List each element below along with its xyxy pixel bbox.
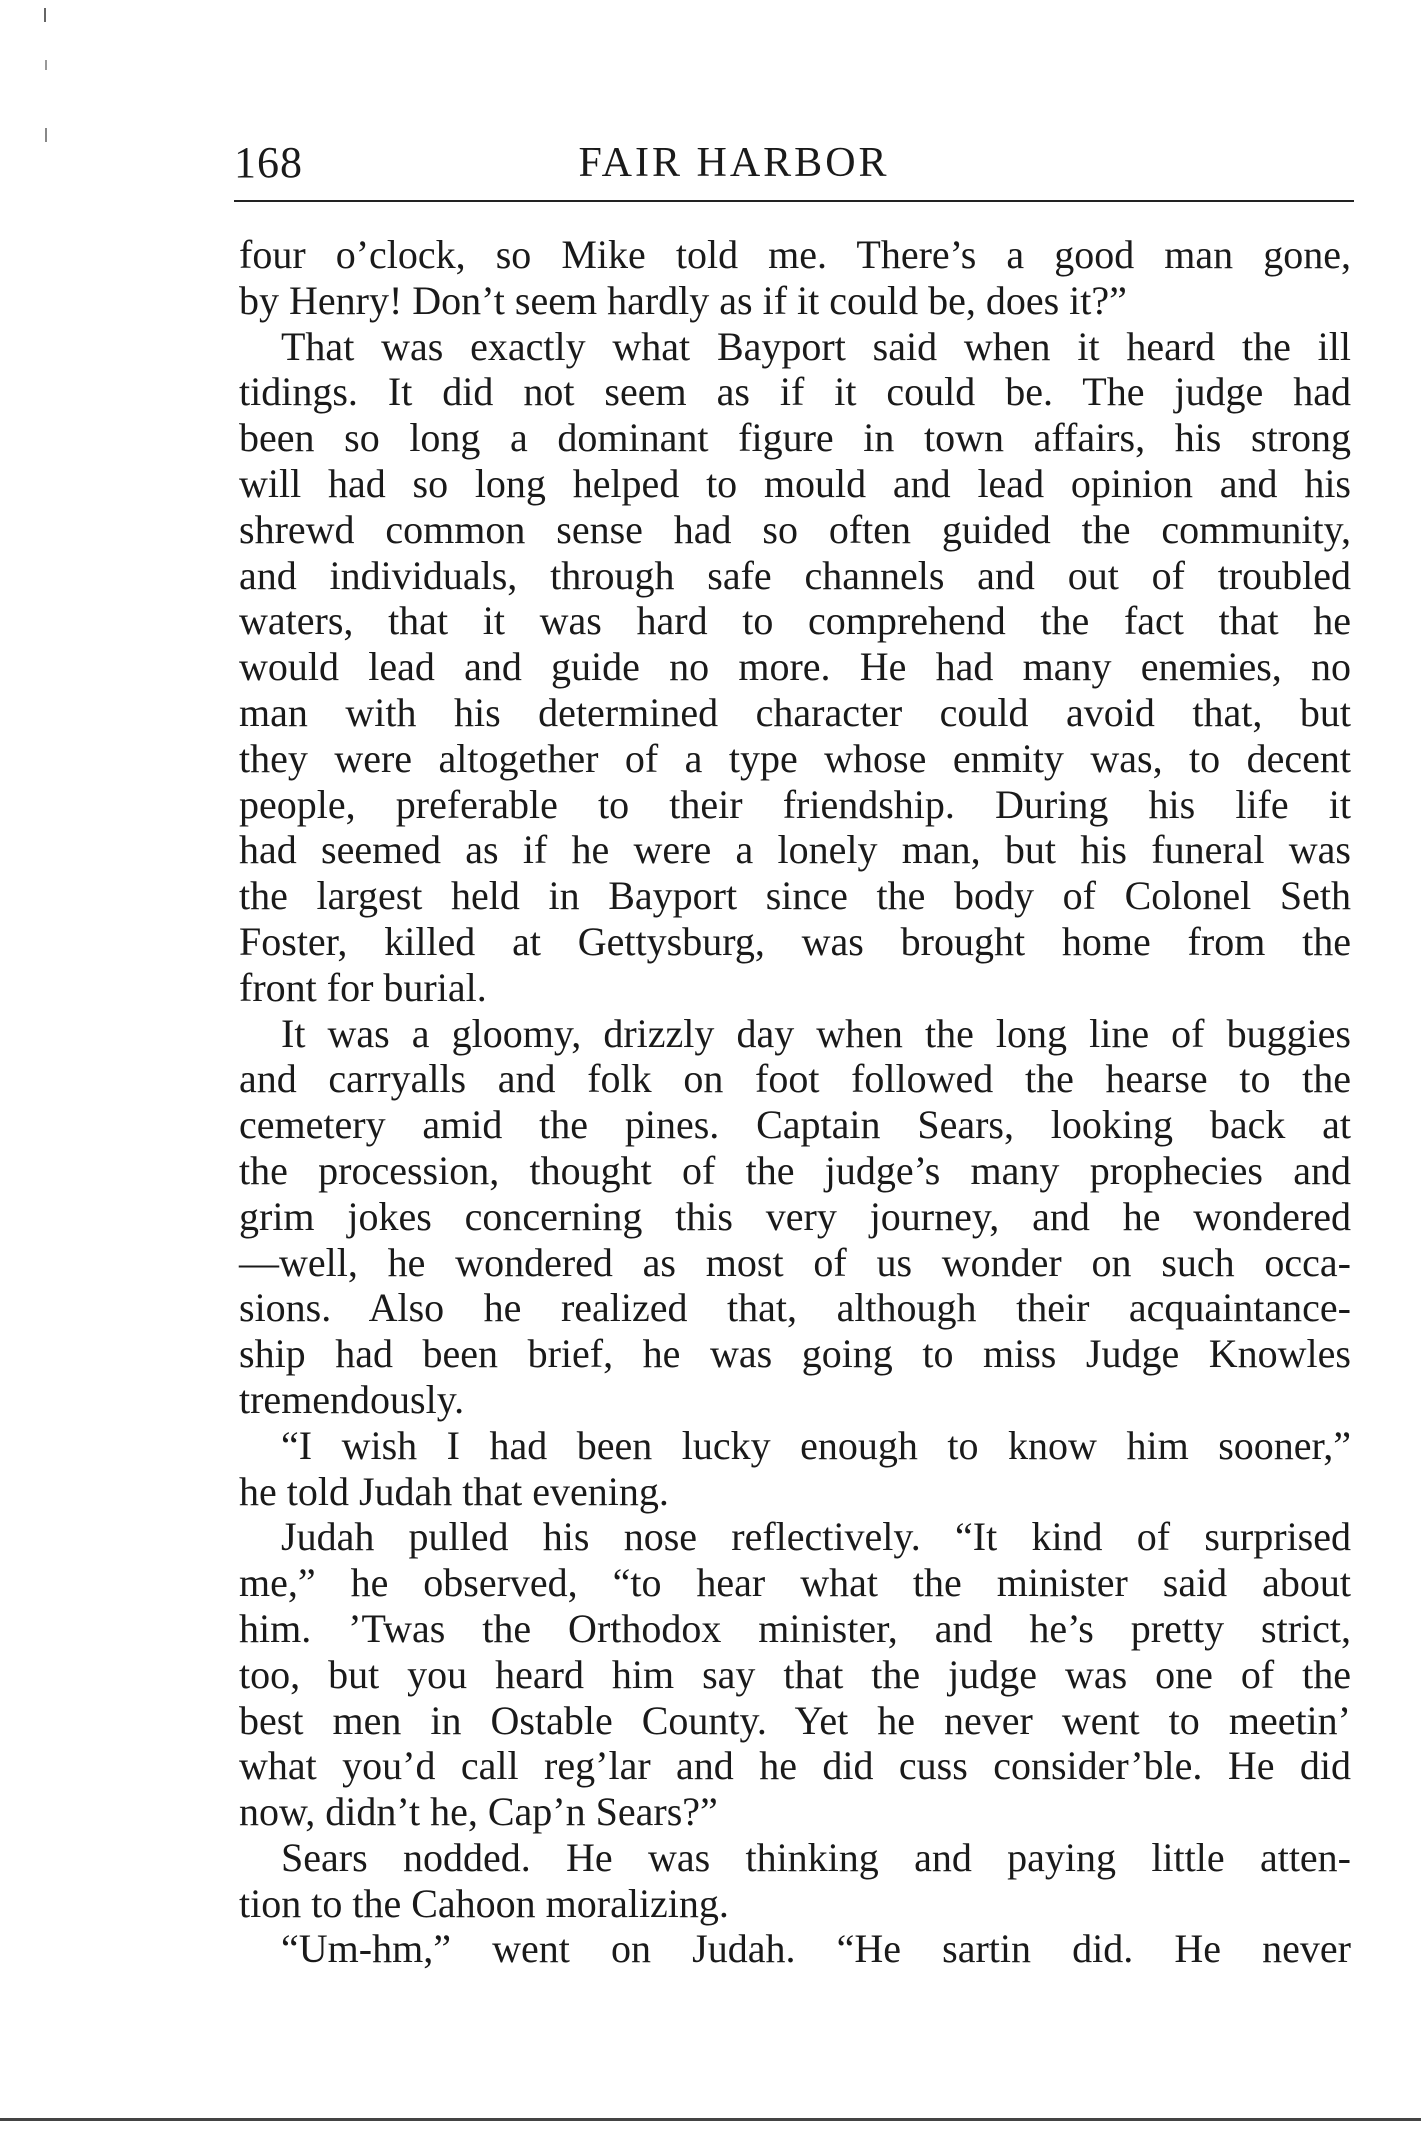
text-line: best men in Ostable County. Yet he never went to meetin’ (239, 1697, 1351, 1743)
text-line: front for burial. (239, 964, 487, 1010)
text-line: grim jokes concerning this very journey, and he wondered (239, 1193, 1351, 1239)
text-line: now, didn’t he, Cap’n Sears?” (239, 1789, 718, 1835)
text-line: the largest held in Bayport since the body of Colonel Seth (239, 873, 1351, 919)
text-line: man with his determined character could avoid that, but (239, 689, 1351, 735)
text-line: —well, he wondered as most of us wonder on such occa- (239, 1239, 1351, 1285)
margin-speck-1 (44, 8, 46, 22)
text-line: “I wish I had been lucky enough to know him sooner,” (281, 1422, 1351, 1468)
margin-speck-2 (45, 60, 47, 70)
text-line: shrewd common sense had so often guided the community, (239, 506, 1351, 552)
text-line: been so long a dominant figure in town affairs, his strong (239, 415, 1351, 461)
text-line: waters, that it was hard to comprehend the fact that he (239, 598, 1351, 644)
text-line: That was exactly what Bayport said when it heard the ill (281, 323, 1351, 369)
text-line: him. ’Twas the Orthodox minister, and he’s pretty strict, (239, 1605, 1351, 1651)
text-line: and individuals, through safe channels and out of troubled (239, 552, 1351, 598)
page-bottom-edge (0, 2118, 1421, 2121)
text-line: four o’clock, so Mike told me. There’s a good man gone, (239, 232, 1351, 277)
text-line: It was a gloomy, drizzly day when the long line of buggies (281, 1010, 1351, 1056)
text-line: would lead and guide no more. He had many enemies, no (239, 644, 1351, 690)
text-line: what you’d call reg’lar and he did cuss consider’ble. He did (239, 1743, 1351, 1789)
margin-speck-3 (45, 128, 47, 142)
page-header (234, 138, 1354, 188)
text-line: by Henry! Don’t seem hardly as if it could be, does it?” (239, 277, 1127, 323)
text-line: tremendously. (239, 1376, 465, 1422)
text-line: tion to the Cahoon moralizing. (239, 1880, 729, 1926)
text-line: too, but you heard him say that the judge was one of the (239, 1651, 1351, 1697)
text-line: had seemed as if he were a lonely man, but his funeral was (239, 827, 1351, 873)
text-line: “Um-hm,” went on Judah. “He sartin did. He never (281, 1926, 1351, 1972)
text-line: tidings. It did not seem as if it could be. The judge had (239, 369, 1351, 415)
page-number: 168 (234, 138, 303, 187)
text-line: Sears nodded. He was thinking and paying little atten- (281, 1834, 1351, 1880)
text-line: me,” he observed, “to hear what the minister said about (239, 1560, 1351, 1606)
text-line: people, preferable to their friendship. During his life it (239, 781, 1351, 827)
header-rule (234, 200, 1354, 202)
text-line: the procession, thought of the judge’s many prophecies and (239, 1147, 1351, 1193)
text-line: ship had been brief, he was going to miss Judge Knowles (239, 1331, 1351, 1377)
text-line: he told Judah that evening. (239, 1468, 669, 1514)
text-line: Foster, killed at Gettysburg, was brought home from the (239, 918, 1351, 964)
body-text (239, 232, 1351, 1972)
text-line: will had so long helped to mould and lead opinion and his (239, 460, 1351, 506)
text-line: cemetery amid the pines. Captain Sears, looking back at (239, 1102, 1351, 1148)
text-line: and carryalls and folk on foot followed the hearse to the (239, 1056, 1351, 1102)
text-line: sions. Also he realized that, although their acquaintance- (239, 1285, 1351, 1331)
running-head: FAIR HARBOR (578, 140, 890, 186)
text-line: they were altogether of a type whose enmity was, to decent (239, 735, 1351, 781)
text-line: Judah pulled his nose reflectively. “It kind of surprised (281, 1514, 1351, 1560)
